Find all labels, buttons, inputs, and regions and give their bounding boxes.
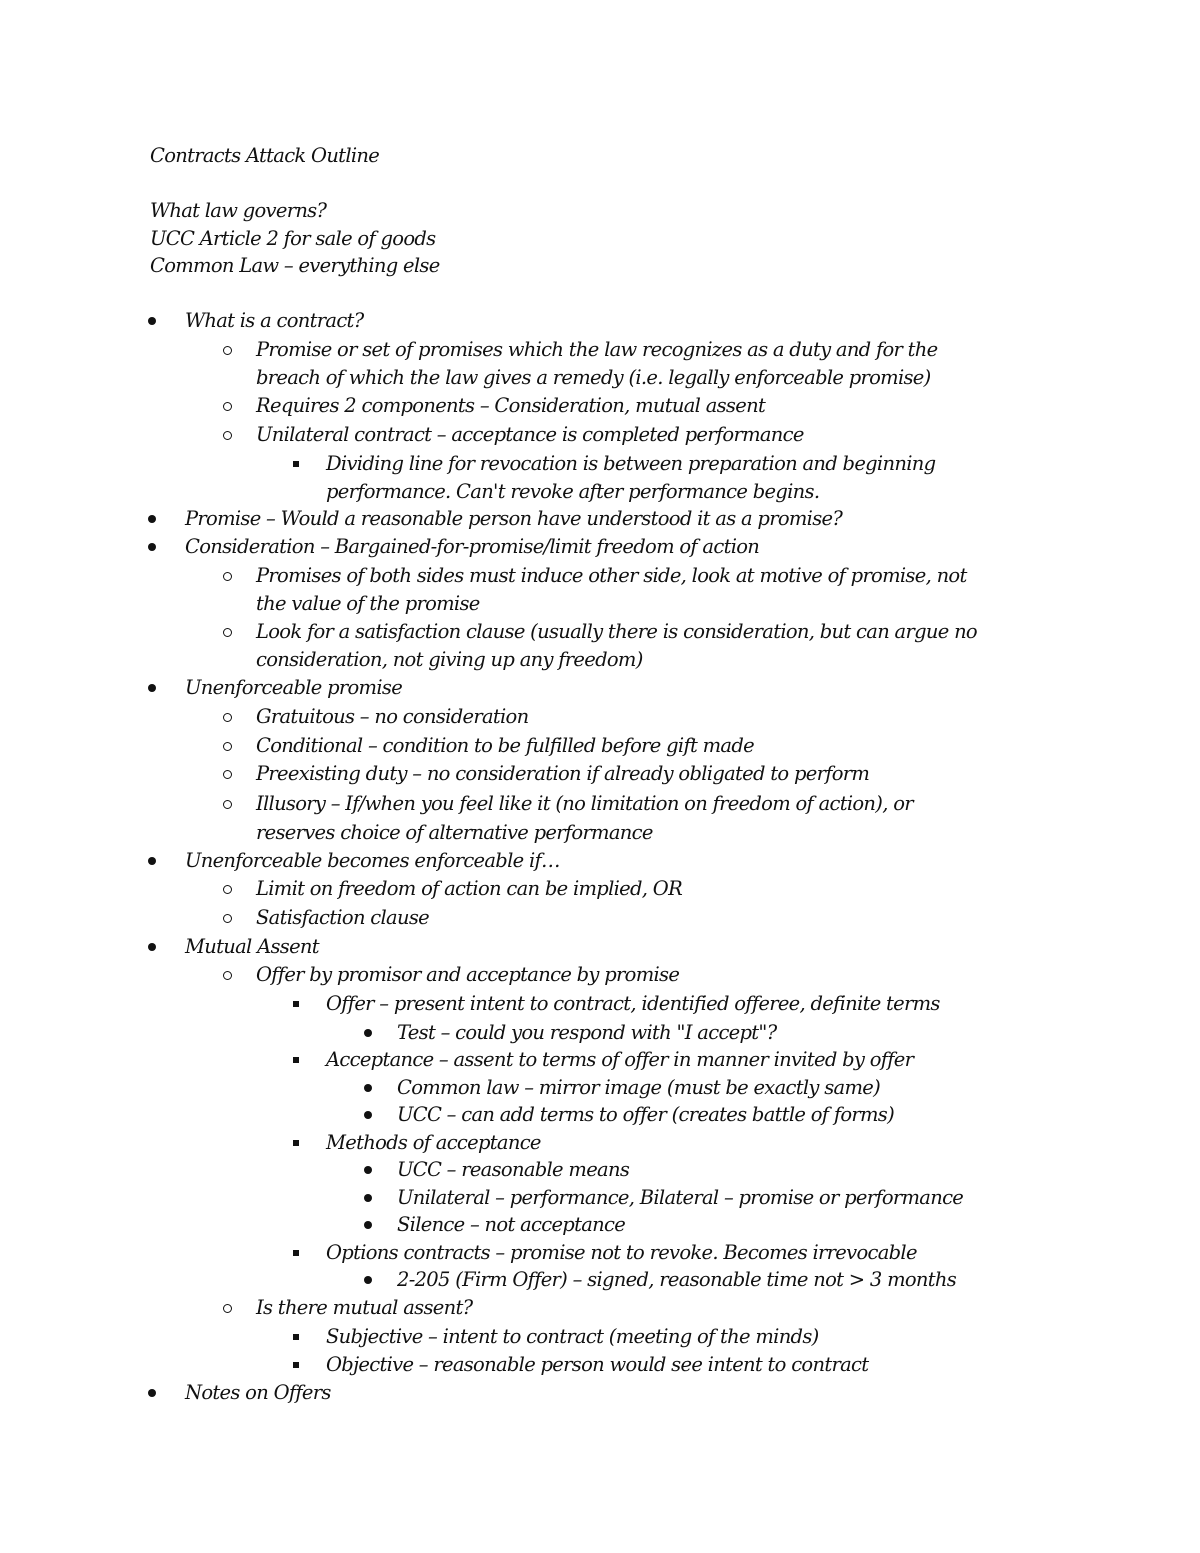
bullet-ring [223, 800, 232, 809]
outline-item-level1: Promise – Would a reasonable person have understood it as a promise? [185, 507, 843, 530]
outline-item-level4: UCC – reasonable means [397, 1158, 630, 1181]
bullet-ring [223, 770, 232, 779]
outline-item-level4: UCC – can add terms to offer (creates battle of forms) [397, 1103, 895, 1126]
outline-item-level1: What is a contract? [185, 309, 364, 332]
bullet-square [293, 1250, 299, 1256]
outline-item-continuation: performance. Can't revoke after performance begins. [326, 480, 820, 503]
outline-item-level2: Limit on freedom of action can be implied, OR [256, 877, 683, 900]
outline-item-level3: Options contracts – promise not to revoke. Becomes irrevocable [326, 1241, 917, 1264]
outline-item-level4: Common law – mirror image (must be exactly same) [397, 1076, 881, 1099]
outline-item-continuation: the value of the promise [256, 592, 480, 615]
outline-item-level2: Satisfaction clause [256, 906, 429, 929]
bullet-square [293, 1140, 299, 1146]
intro-line: What law governs? [150, 199, 327, 222]
bullet-dot [364, 1084, 372, 1092]
bullet-square [293, 1362, 299, 1368]
bullet-dot [364, 1221, 372, 1229]
outline-item-level1: Mutual Assent [185, 935, 319, 958]
bullet-ring [223, 572, 232, 581]
outline-item-continuation: reserves choice of alternative performance [256, 821, 653, 844]
bullet-dot [364, 1166, 372, 1174]
outline-item-continuation: breach of which the law gives a remedy (i.e. legally enforceable promise) [256, 366, 931, 389]
outline-item-continuation: consideration, not giving up any freedom) [256, 648, 643, 671]
bullet-ring [223, 628, 232, 637]
outline-item-level4: Silence – not acceptance [397, 1213, 626, 1236]
bullet-dot [148, 317, 156, 325]
bullet-ring [223, 742, 232, 751]
bullet-dot [148, 684, 156, 692]
outline-item-level4: 2-205 (Firm Offer) – signed, reasonable time not > 3 months [397, 1268, 957, 1291]
bullet-dot [148, 515, 156, 523]
outline-item-level3: Subjective – intent to contract (meeting of the minds) [326, 1325, 819, 1348]
bullet-ring [223, 431, 232, 440]
intro-line: Common Law – everything else [150, 254, 440, 277]
bullet-square [293, 461, 299, 467]
outline-item-level3: Objective – reasonable person would see intent to contract [326, 1353, 869, 1376]
outline-item-level2: Is there mutual assent? [256, 1296, 473, 1319]
outline-item-level1: Consideration – Bargained-for-promise/limit freedom of action [185, 535, 760, 558]
bullet-ring [223, 1304, 232, 1313]
outline-item-level4: Unilateral – performance, Bilateral – promise or performance [397, 1186, 964, 1209]
bullet-dot [148, 543, 156, 551]
bullet-dot [364, 1111, 372, 1119]
bullet-square [293, 1001, 299, 1007]
outline-item-level2: Requires 2 components – Consideration, mutual assent [256, 394, 766, 417]
outline-item-level1: Unenforceable promise [185, 676, 403, 699]
outline-item-level2: Conditional – condition to be fulfilled before gift made [256, 734, 754, 757]
bullet-square [293, 1334, 299, 1340]
bullet-ring [223, 713, 232, 722]
outline-item-level2: Preexisting duty – no consideration if already obligated to perform [256, 762, 870, 785]
outline-item-level2: Illusory – If/when you feel like it (no limitation on freedom of action), or [256, 792, 913, 815]
outline-item-level2: Gratuitous – no consideration [256, 705, 529, 728]
outline-item-level2: Look for a satisfaction clause (usually there is consideration, but can argue no [256, 620, 977, 643]
outline-item-level2: Offer by promisor and acceptance by promise [256, 963, 680, 986]
bullet-dot [148, 943, 156, 951]
bullet-ring [223, 402, 232, 411]
outline-item-level3: Dividing line for revocation is between preparation and beginning [326, 452, 936, 475]
bullet-ring [223, 914, 232, 923]
outline-item-level3: Offer – present intent to contract, identified offeree, definite terms [326, 992, 940, 1015]
outline-item-level1: Notes on Offers [185, 1381, 331, 1404]
bullet-dot [364, 1194, 372, 1202]
outline-item-level2: Promise or set of promises which the law recognizes as a duty and for the [256, 338, 938, 361]
bullet-ring [223, 346, 232, 355]
outline-item-level3: Methods of acceptance [326, 1131, 541, 1154]
document-title: Contracts Attack Outline [150, 144, 380, 167]
outline-item-level4: Test – could you respond with "I accept"? [397, 1021, 777, 1044]
intro-line: UCC Article 2 for sale of goods [150, 227, 436, 250]
bullet-dot [148, 857, 156, 865]
bullet-dot [364, 1029, 372, 1037]
outline-item-level3: Acceptance – assent to terms of offer in manner invited by offer [326, 1048, 914, 1071]
bullet-ring [223, 885, 232, 894]
outline-item-level2: Unilateral contract – acceptance is completed performance [256, 423, 804, 446]
bullet-dot [364, 1276, 372, 1284]
bullet-square [293, 1057, 299, 1063]
bullet-ring [223, 971, 232, 980]
outline-item-level2: Promises of both sides must induce other side, look at motive of promise, not [256, 564, 967, 587]
bullet-dot [148, 1389, 156, 1397]
outline-item-level1: Unenforceable becomes enforceable if… [185, 849, 560, 872]
